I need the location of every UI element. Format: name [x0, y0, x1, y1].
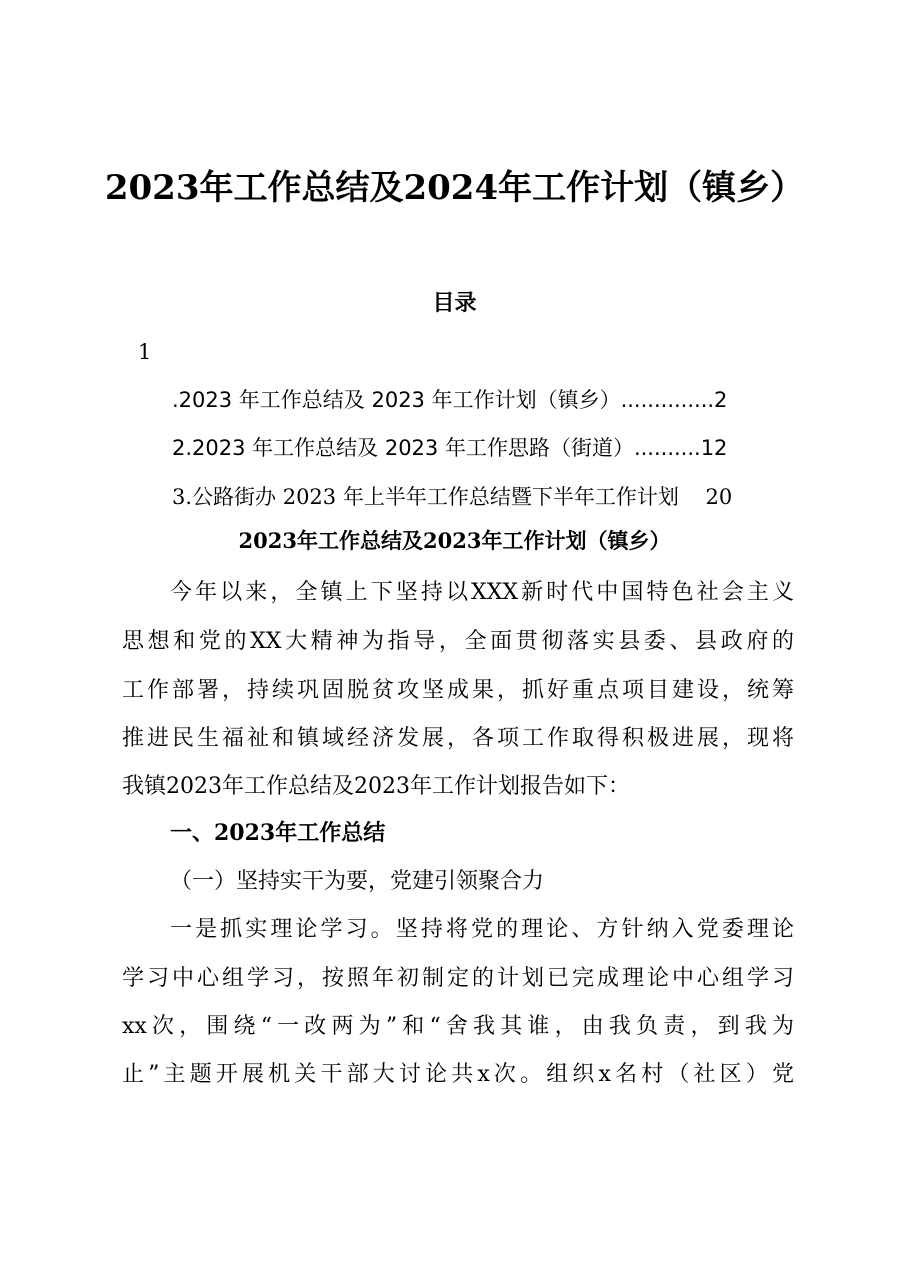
toc-marker: 1	[138, 340, 152, 364]
paragraph-line: xx次，围绕“一改两为”和“舍我其谁，由我负责，到我为	[122, 1014, 794, 1039]
paragraph-line: 推进民生福祉和镇域经济发展，各项工作取得积极进展，现将	[122, 726, 794, 751]
paragraph-line: 学习中心组学习，按照年初制定的计划已完成理论中心组学习	[122, 966, 794, 991]
paragraph-line: 止”主题开展机关干部大讨论共x次。组织x名村（社区）党	[122, 1062, 794, 1087]
toc-heading: 目录	[432, 290, 477, 316]
section-heading: 一、2023年工作总结	[170, 820, 386, 846]
document-title: 2023年工作总结及2024年工作计划（镇乡）	[104, 168, 805, 208]
toc-item[interactable]: 2.2023 年工作总结及 2023 年工作思路（街道）..........12	[172, 436, 728, 460]
paragraph-line: 思想和党的XX大精神为指导，全面贯彻落实县委、县政府的	[122, 629, 794, 654]
paragraph-line: 今年以来，全镇上下坚持以XXX新时代中国特色社会主义	[170, 580, 794, 605]
subsection-heading: （一）坚持实干为要，党建引领聚合力	[170, 869, 545, 894]
paragraph-line: 我镇2023年工作总结及2023年工作计划报告如下：	[122, 774, 630, 799]
section-title: 2023年工作总结及2023年工作计划（镇乡）	[238, 528, 671, 553]
paragraph-line: 一是抓实理论学习。坚持将党的理论、方针纳入党委理论	[170, 917, 794, 942]
toc-item[interactable]: 3.公路街办 2023 年上半年工作总结暨下半年工作计划 20	[172, 485, 733, 509]
paragraph-line: 工作部署，持续巩固脱贫攻坚成果，抓好重点项目建设，统筹	[122, 678, 794, 703]
toc-item[interactable]: .2023 年工作总结及 2023 年工作计划（镇乡）..............2	[172, 388, 728, 412]
